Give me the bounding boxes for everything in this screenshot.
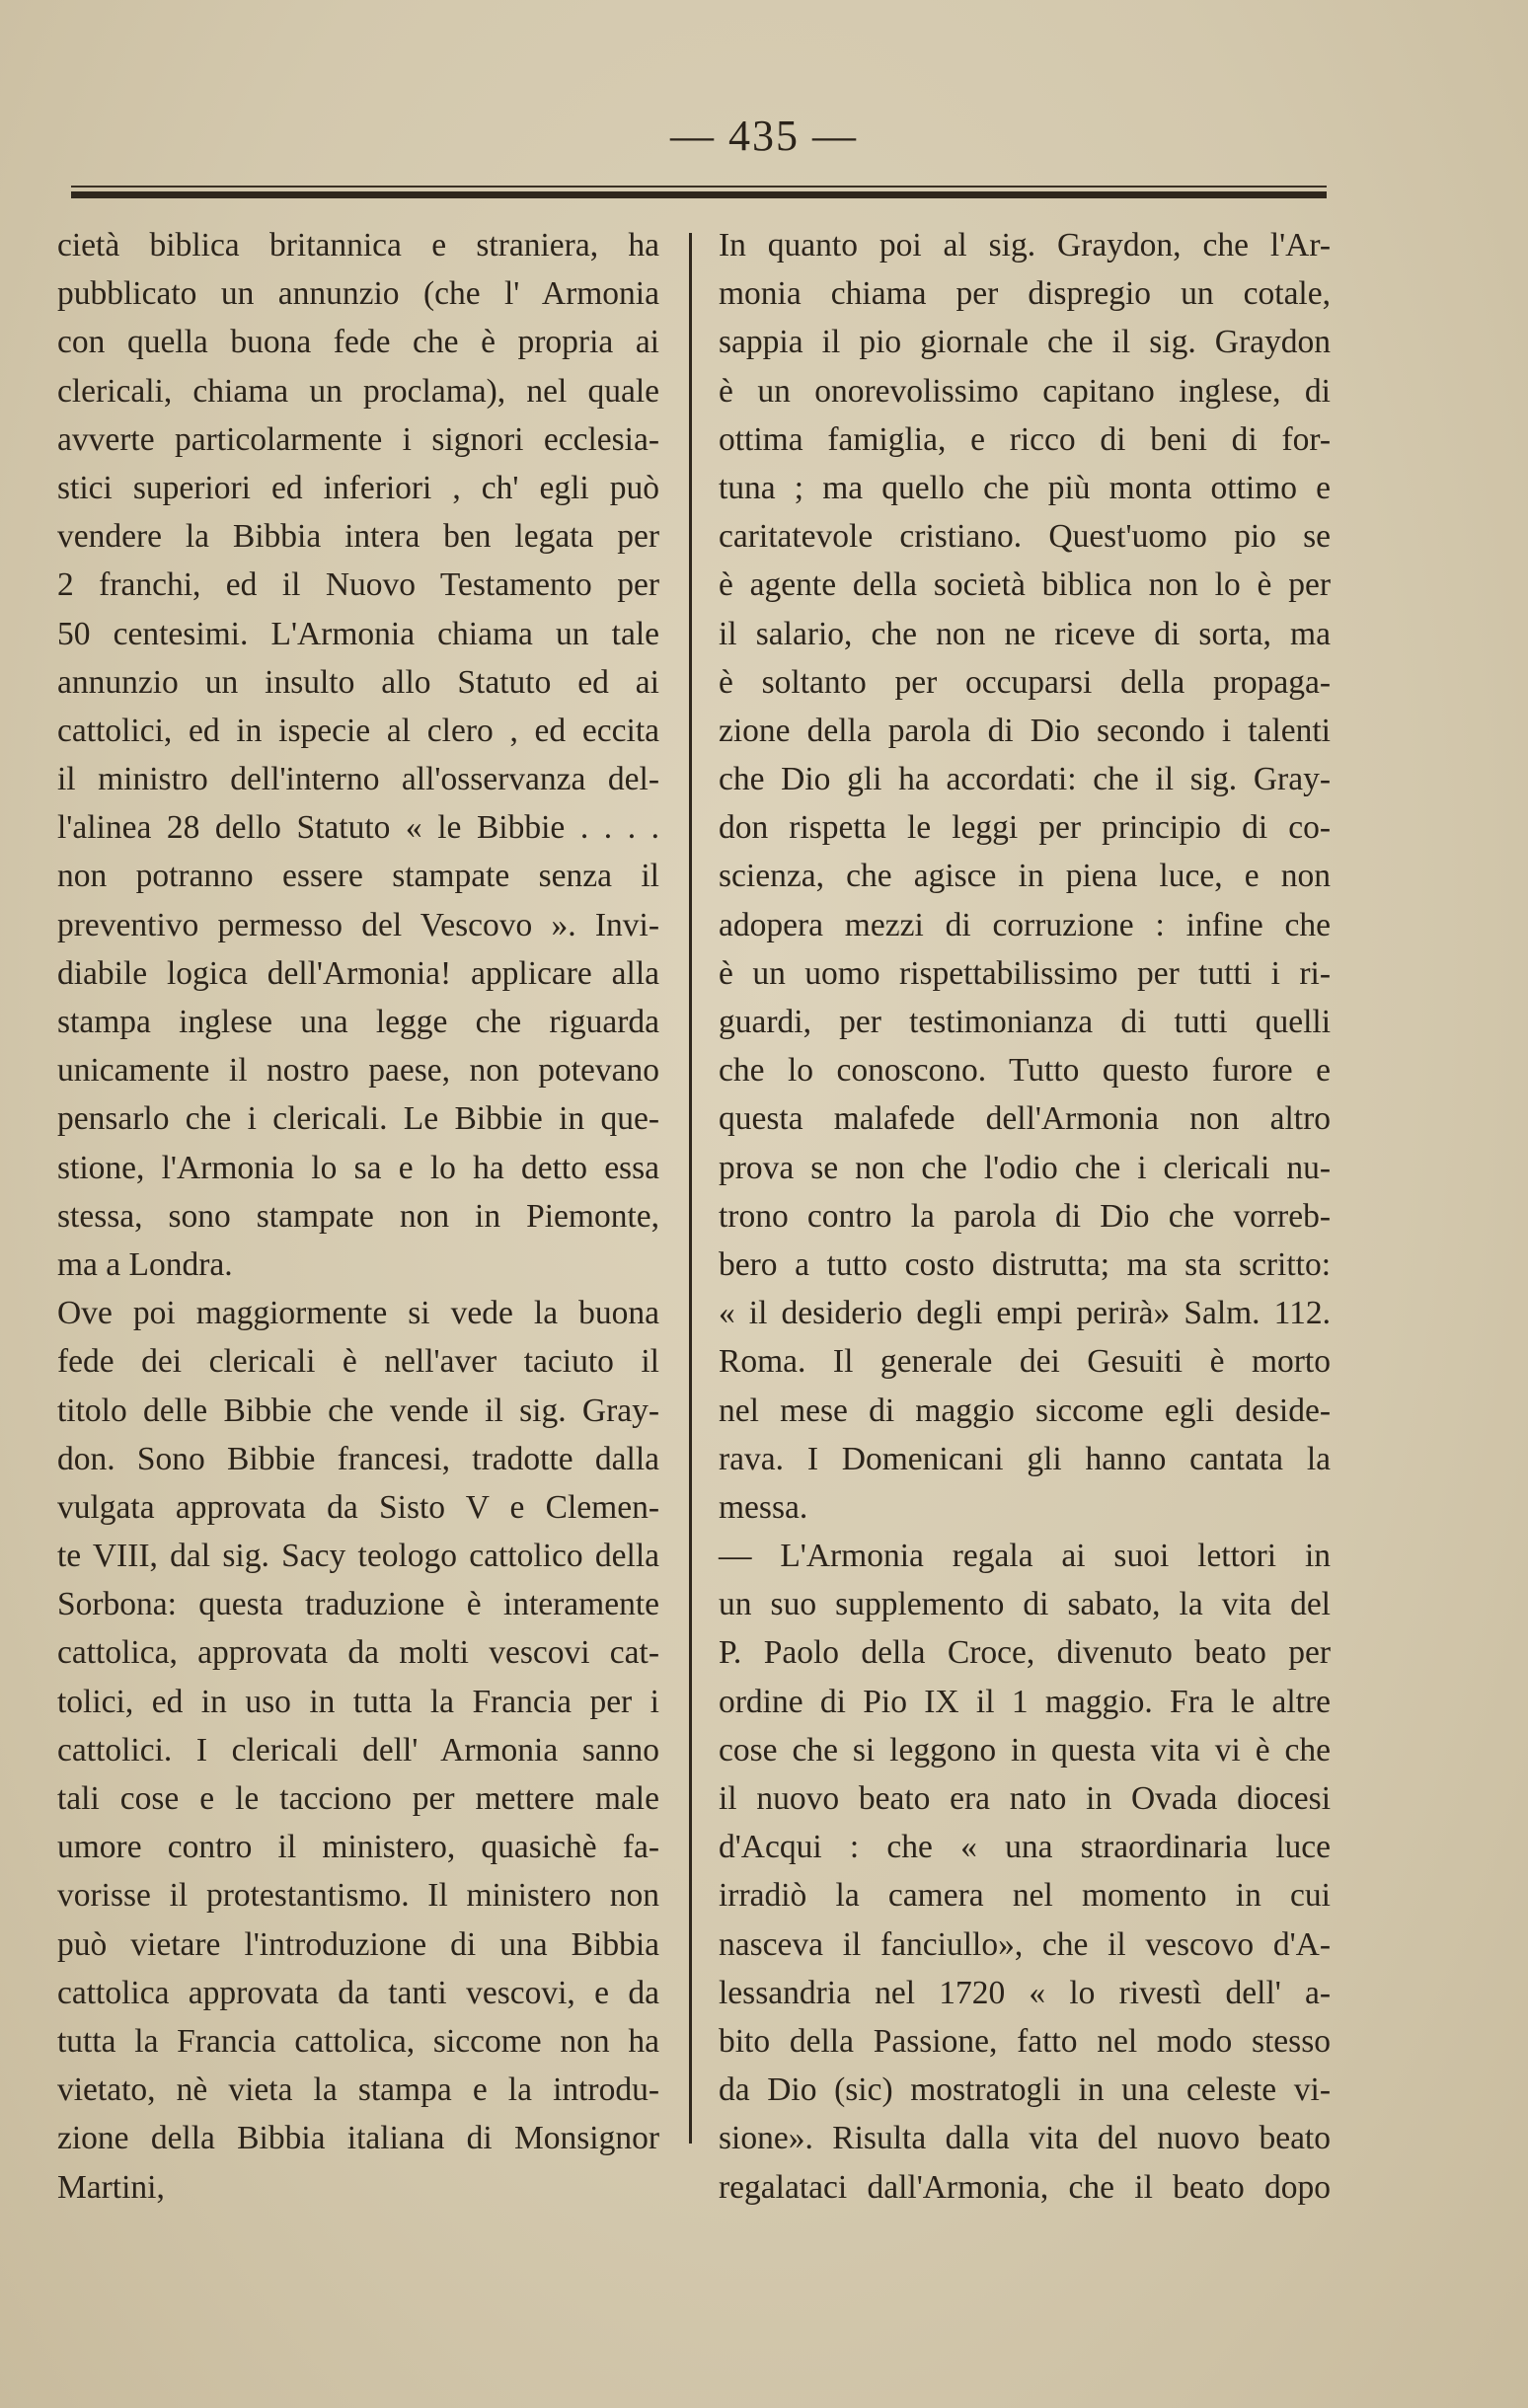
- text-line: zione della parola di Dio secondo i talenti: [719, 712, 1331, 749]
- text-line: sione». Risulta dalla vita del nuovo beato: [719, 2120, 1331, 2157]
- text-line: adopera mezzi di corruzione : infine che: [719, 906, 1331, 943]
- text-line: d'Acqui : che « una straordinaria luce: [719, 1829, 1331, 1866]
- text-line: tuna ; ma quello che più monta ottimo e: [719, 469, 1331, 506]
- text-line: regalataci dall'Armonia, che il beato dopo: [719, 2168, 1331, 2206]
- text-line: stessa, sono stampate non in Piemonte,: [57, 1197, 659, 1235]
- text-line: con quella buona fede che è propria ai: [57, 324, 659, 361]
- text-line: vulgata approvata da Sisto V e Clemen-: [57, 1488, 659, 1526]
- text-line: 50 centesimi. L'Armonia chiama un tale: [57, 615, 659, 652]
- text-line: zione della Bibbia italiana di Monsignor: [57, 2120, 659, 2157]
- text-line: scienza, che agisce in piena luce, e non: [719, 858, 1331, 895]
- text-line: vietato, nè vieta la stampa e la introdu-: [57, 2071, 659, 2109]
- text-line: titolo delle Bibbie che vende il sig. Gray-: [57, 1392, 659, 1429]
- text-line: lessandria nel 1720 « lo rivestì dell' a-: [719, 1974, 1331, 2011]
- text-line: pubblicato un annunzio (che l' Armonia: [57, 275, 659, 313]
- text-line: rava. I Domenicani gli hanno cantata la: [719, 1440, 1331, 1477]
- text-line: cietà biblica britannica e straniera, ha: [57, 227, 659, 263]
- text-line: Roma. Il generale dei Gesuiti è morto: [719, 1343, 1331, 1381]
- text-line: don. Sono Bibbie francesi, tradotte dalla: [57, 1440, 659, 1477]
- text-line: l'alinea 28 dello Statuto « le Bibbie . . . .: [57, 809, 659, 847]
- text-line: trono contro la parola di Dio che vorreb-: [719, 1197, 1331, 1235]
- header-rule-thin: [71, 186, 1327, 188]
- text-line: sappia il pio giornale che il sig. Graydon: [719, 324, 1331, 361]
- text-line: Ove poi maggiormente si vede la buona: [57, 1295, 659, 1332]
- text-line: un suo supplemento di sabato, la vita del: [719, 1586, 1331, 1623]
- text-line: è un uomo rispettabilissimo per tutti i ri-: [719, 954, 1331, 992]
- text-line: unicamente il nostro paese, non potevano: [57, 1052, 659, 1090]
- text-line: cattolica approvata da tanti vescovi, e da: [57, 1974, 659, 2011]
- text-line: messa.: [719, 1488, 808, 1526]
- text-line: il nuovo beato era nato in Ovada diocesi: [719, 1780, 1331, 1817]
- text-line: caritatevole cristiano. Quest'uomo pio se: [719, 518, 1331, 556]
- text-line: clericali, chiama un proclama), nel quale: [57, 372, 659, 410]
- header-rule-thick: [71, 191, 1327, 198]
- left-column: [57, 221, 659, 2212]
- text-line: irradiò la camera nel momento in cui: [719, 1877, 1331, 1915]
- text-line: da Dio (sic) mostratogli in una celeste vi-: [719, 2071, 1331, 2109]
- text-line: stici superiori ed inferiori , ch' egli può: [57, 469, 659, 506]
- text-line: « il desiderio degli empi perirà» Salm. 112.: [719, 1295, 1331, 1332]
- text-line: questa malafede dell'Armonia non altro: [719, 1100, 1331, 1138]
- text-line: che Dio gli ha accordati: che il sig. Gray-: [719, 761, 1331, 798]
- text-line: cattolica, approvata da molti vescovi cat-: [57, 1634, 659, 1672]
- text-line: don rispetta le leggi per principio di co-: [719, 809, 1331, 847]
- text-line: è un onorevolissimo capitano inglese, di: [719, 372, 1331, 410]
- text-line: preventivo permesso del Vescovo ». Invi-: [57, 906, 659, 943]
- text-line: nel mese di maggio siccome egli deside-: [719, 1392, 1331, 1429]
- text-line: In quanto poi al sig. Graydon, che l'Ar-: [719, 227, 1331, 263]
- text-line: tolici, ed in uso in tutta la Francia per i: [57, 1683, 659, 1720]
- text-line: vorisse il protestantismo. Il ministero non: [57, 1877, 659, 1915]
- text-line: umore contro il ministero, quasichè fa-: [57, 1829, 659, 1866]
- text-line: ma a Londra.: [57, 1245, 233, 1283]
- text-line: guardi, per testimonianza di tutti quelli: [719, 1004, 1331, 1040]
- text-line: bito della Passione, fatto nel modo stesso: [719, 2022, 1331, 2060]
- column-divider: [689, 233, 692, 2144]
- text-line: annunzio un insulto allo Statuto ed ai: [57, 663, 659, 701]
- text-line: ordine di Pio IX il 1 maggio. Fra le altre: [719, 1683, 1331, 1720]
- text-line: cattolici, ed in ispecie al clero , ed eccita: [57, 712, 659, 749]
- text-line: — L'Armonia regala ai suoi lettori in: [719, 1538, 1331, 1575]
- text-line: stampa inglese una legge che riguarda: [57, 1004, 659, 1040]
- text-line: che lo conoscono. Tutto questo furore e: [719, 1052, 1331, 1090]
- text-line: avverte particolarmente i signori ecclesia-: [57, 420, 659, 458]
- right-column: [719, 221, 1331, 2212]
- text-line: bero a tutto costo distrutta; ma sta scritto:: [719, 1245, 1331, 1283]
- text-line: Sorbona: questa traduzione è interamente: [57, 1586, 659, 1623]
- text-line: il salario, che non ne riceve di sorta, ma: [719, 615, 1331, 652]
- text-line: può vietare l'introduzione di una Bibbia: [57, 1925, 659, 1963]
- text-line: non potranno essere stampate senza il: [57, 858, 659, 895]
- text-line: tali cose e le tacciono per mettere male: [57, 1780, 659, 1817]
- page-number: — 435 —: [670, 112, 858, 160]
- text-line: diabile logica dell'Armonia! applicare alla: [57, 954, 659, 992]
- text-line: stione, l'Armonia lo sa e lo ha detto essa: [57, 1149, 659, 1186]
- text-line: nasceva il fanciullo», che il vescovo d'A-: [719, 1925, 1331, 1963]
- text-line: fede dei clericali è nell'aver taciuto il: [57, 1343, 659, 1381]
- text-line: P. Paolo della Croce, divenuto beato per: [719, 1634, 1331, 1672]
- text-line: cose che si leggono in questa vita vi è che: [719, 1731, 1331, 1768]
- text-line: te VIII, dal sig. Sacy teologo cattolico della: [57, 1538, 659, 1575]
- text-line: il ministro dell'interno all'osservanza del-: [57, 761, 659, 798]
- text-line: cattolici. I clericali dell' Armonia sanno: [57, 1731, 659, 1768]
- text-line: tutta la Francia cattolica, siccome non ha: [57, 2022, 659, 2060]
- text-line: pensarlo che i clericali. Le Bibbie in que-: [57, 1100, 659, 1138]
- text-line: Martini,: [57, 2168, 165, 2206]
- text-line: prova se non che l'odio che i clericali nu-: [719, 1149, 1331, 1186]
- text-line: è soltanto per occuparsi della propaga-: [719, 663, 1331, 701]
- text-line: monia chiama per dispregio un cotale,: [719, 275, 1331, 313]
- text-line: 2 franchi, ed il Nuovo Testamento per: [57, 566, 659, 604]
- text-line: vendere la Bibbia intera ben legata per: [57, 518, 659, 556]
- text-line: è agente della società biblica non lo è per: [719, 566, 1331, 604]
- text-line: ottima famiglia, e ricco di beni di for-: [719, 420, 1331, 458]
